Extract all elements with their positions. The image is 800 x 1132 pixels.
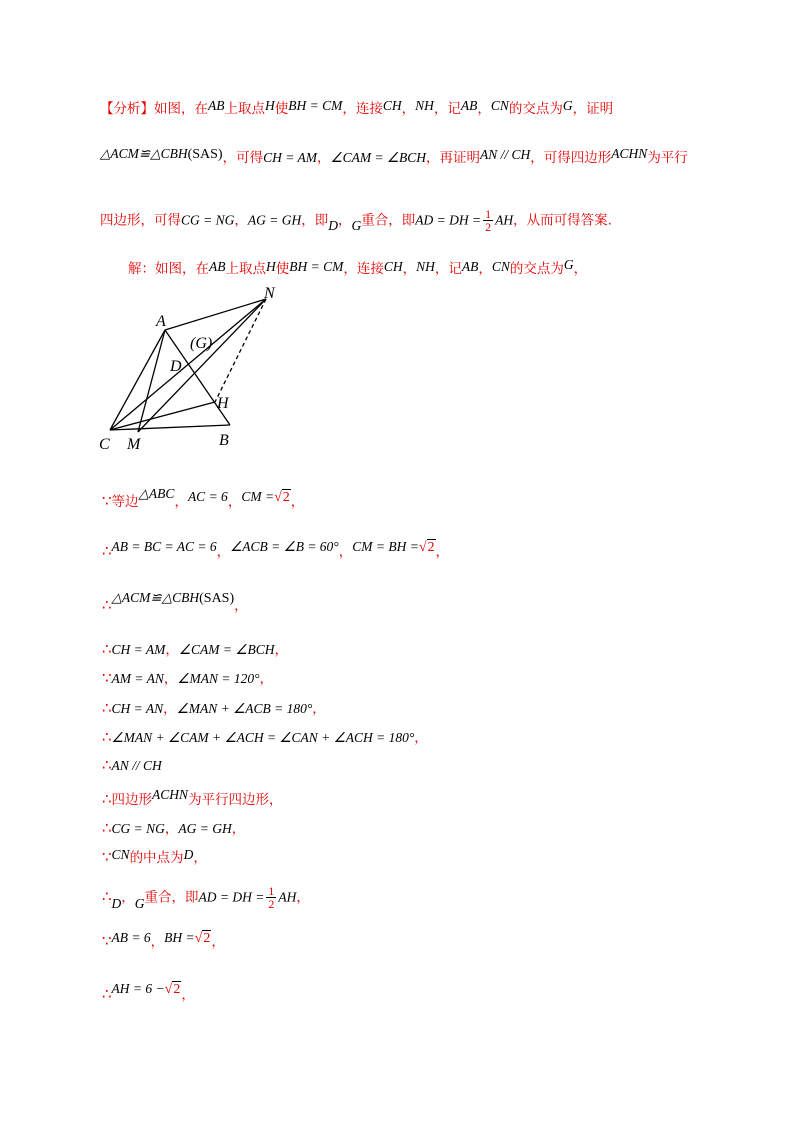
label-B: B	[219, 432, 229, 449]
therefore-symbol: ∴	[102, 596, 112, 614]
math: CN	[111, 847, 130, 862]
solution-intro	[128, 257, 587, 277]
math: D	[183, 847, 194, 862]
analysis-line-1	[100, 97, 613, 117]
math: H	[265, 98, 275, 113]
step-2	[102, 540, 449, 561]
text: 使	[275, 261, 290, 277]
step-12	[102, 885, 310, 910]
fraction-numerator: 1	[485, 207, 492, 221]
math: AG = GH	[247, 212, 302, 228]
math: NH	[416, 259, 435, 274]
label-H: H	[217, 395, 229, 412]
step-4	[102, 638, 288, 658]
text: ，	[478, 261, 492, 277]
math: ∠CAM = ∠BCH	[178, 642, 275, 657]
text: ，	[414, 730, 428, 746]
math: CN	[490, 98, 509, 113]
text: 的交点为	[508, 101, 563, 117]
math: (SAS)	[199, 591, 235, 606]
step-3	[102, 590, 248, 615]
math: AH	[278, 889, 297, 905]
math: ∠ACB = ∠B = 60°	[230, 539, 339, 554]
text: ，	[174, 494, 188, 510]
fraction-numerator: 1	[268, 884, 275, 898]
text: 上取点	[224, 101, 265, 117]
because-symbol: ∵	[102, 932, 112, 950]
label-N: N	[264, 285, 275, 302]
segment-CN	[110, 299, 266, 430]
text: ，	[401, 101, 416, 117]
label-G: (G)	[190, 335, 213, 352]
step-10	[102, 817, 245, 837]
therefore-symbol: ∴	[102, 640, 112, 658]
math: AB = 6	[111, 930, 151, 945]
math: CH = AM	[263, 150, 317, 165]
because-symbol: ∵	[102, 492, 112, 510]
math: AB = BC = AC = 6	[111, 539, 217, 554]
label-D: D	[170, 358, 182, 375]
text: ，可得	[222, 150, 264, 166]
sqrt: √2	[274, 490, 290, 505]
math: BH = CM	[289, 259, 344, 274]
therefore-symbol: ∴	[102, 790, 112, 808]
geometry-figure	[90, 280, 300, 460]
math: D	[111, 895, 122, 911]
text: ，	[337, 212, 352, 229]
because-symbol: ∵	[102, 669, 112, 687]
math: ∠CAM = ∠BCH	[330, 150, 427, 165]
text: ，	[290, 494, 305, 510]
text: 使	[274, 101, 289, 117]
text: ，	[274, 642, 288, 658]
math: H	[266, 259, 276, 274]
therefore-symbol: ∴	[102, 699, 112, 717]
math: (SAS)	[187, 147, 223, 162]
math: G	[563, 257, 574, 272]
text: 的中点为	[129, 850, 184, 866]
therefore-symbol: ∴	[102, 887, 112, 906]
math: CN	[491, 259, 510, 274]
math: ACHN	[611, 146, 648, 161]
math: ∠MAN + ∠CAM + ∠ACH = ∠CAN + ∠ACH = 180°	[111, 730, 415, 745]
math: AH = 6 −	[111, 981, 165, 996]
math: AG = GH	[178, 821, 232, 836]
text: ，证明	[572, 101, 614, 117]
fraction-denominator: 2	[485, 220, 492, 234]
text: 如图，在	[154, 101, 208, 117]
math: CG = NG	[111, 821, 165, 836]
text: 的交点为	[509, 261, 564, 277]
text: ，	[121, 889, 135, 906]
math: CM = BH =	[352, 539, 419, 554]
therefore-symbol: ∴	[102, 542, 112, 560]
text: ，	[316, 150, 331, 166]
text: ，	[573, 261, 588, 277]
math: AB	[208, 98, 225, 113]
fraction-denominator: 2	[268, 897, 275, 911]
fraction-half	[483, 208, 493, 233]
text: ，	[234, 598, 248, 614]
step-1	[102, 486, 305, 511]
math: AB	[460, 98, 478, 113]
text: ，记	[434, 261, 462, 277]
text: ，	[165, 642, 179, 658]
text: ，	[150, 934, 165, 950]
text: ，	[234, 212, 248, 229]
because-symbol: ∵	[102, 848, 112, 866]
sqrt: √2	[164, 982, 181, 997]
text: ，	[163, 671, 178, 687]
math: CG = NG	[181, 212, 235, 228]
text: ，	[227, 494, 242, 510]
text: 为平行四边形，	[188, 792, 283, 808]
text: 重合，即	[361, 212, 416, 229]
math: BH =	[164, 930, 195, 945]
text: ，即	[301, 212, 329, 229]
text: ，	[181, 987, 195, 1003]
math: △ACM≌△CBH	[111, 590, 200, 605]
math: D	[328, 217, 338, 233]
text: ，	[259, 671, 274, 687]
text: 四边形，可得	[100, 212, 181, 229]
segment-AC	[110, 330, 165, 430]
text: 等边	[111, 494, 139, 510]
step-14	[102, 983, 195, 1004]
math: CH	[383, 259, 403, 274]
label-M: M	[127, 436, 141, 453]
text: ，从而可得答案.	[513, 212, 612, 229]
math: △ACM≌△CBH	[100, 146, 188, 161]
analysis-tag: 【分析】	[100, 101, 154, 117]
text: ，	[164, 821, 179, 837]
text: ，	[193, 850, 207, 866]
math: BH = CM	[288, 98, 343, 113]
math: AD = DH =	[415, 212, 482, 228]
step-6	[102, 697, 326, 717]
step-9	[102, 788, 283, 808]
text: 四边形	[111, 792, 153, 808]
text: ，记	[433, 101, 461, 117]
text: ，	[216, 544, 231, 560]
math: AB	[209, 259, 226, 274]
text: ，连接	[342, 101, 383, 117]
text: ，	[211, 934, 225, 950]
radicand: 2	[173, 982, 181, 997]
math: ∠MAN = 120°	[177, 671, 260, 686]
math: AN // CH	[111, 758, 162, 773]
math: AN // CH	[480, 147, 531, 162]
analysis-line-3	[100, 208, 612, 233]
math: CH	[382, 98, 402, 113]
math: ACHN	[152, 787, 189, 802]
therefore-symbol: ∴	[102, 819, 112, 837]
math: CH = AN	[111, 701, 164, 716]
text: ，再证明	[426, 150, 481, 166]
math: CM =	[241, 489, 275, 504]
text: ，	[402, 261, 417, 277]
text: ，	[477, 101, 491, 117]
radicand: 2	[203, 931, 211, 946]
text: ，	[312, 701, 326, 717]
therefore-symbol: ∴	[102, 985, 112, 1003]
math: G	[134, 895, 145, 911]
therefore-symbol: ∴	[102, 756, 112, 774]
fraction-half	[266, 885, 276, 910]
text: ，	[163, 701, 177, 717]
segment-NH	[215, 299, 266, 402]
step-13	[102, 930, 225, 951]
text: 解：如图，在	[128, 261, 209, 277]
text: 重合，即	[144, 889, 199, 906]
step-11	[102, 846, 207, 866]
analysis-line-2	[100, 146, 688, 167]
text: 上取点	[225, 261, 266, 277]
text: ，	[435, 544, 449, 560]
math: AB	[461, 259, 479, 274]
radicand: 2	[427, 540, 435, 555]
label-A: A	[156, 313, 166, 330]
text: 为平行	[647, 150, 688, 166]
math: AH	[495, 212, 514, 228]
radicand: 2	[282, 490, 290, 505]
step-8	[102, 756, 162, 774]
math: △ABC	[138, 486, 175, 501]
math: AC = 6	[187, 489, 228, 504]
text: ，连接	[343, 261, 384, 277]
label-C: C	[99, 436, 110, 453]
text: ，可得四边形	[530, 150, 612, 166]
sqrt: √2	[418, 540, 435, 555]
text: ，	[296, 889, 310, 906]
step-7	[102, 726, 428, 746]
math: CH = AM	[111, 642, 166, 657]
math: NH	[415, 98, 434, 113]
sqrt: √2	[194, 931, 211, 946]
math: AM = AN	[111, 671, 164, 686]
math: ∠MAN + ∠ACB = 180°	[176, 701, 313, 716]
step-5	[102, 667, 273, 687]
text: ，	[338, 544, 353, 560]
therefore-symbol: ∴	[102, 728, 112, 746]
math: AD = DH =	[198, 889, 265, 905]
text: ，	[231, 821, 246, 837]
math: G	[351, 217, 362, 233]
math: G	[562, 98, 573, 113]
